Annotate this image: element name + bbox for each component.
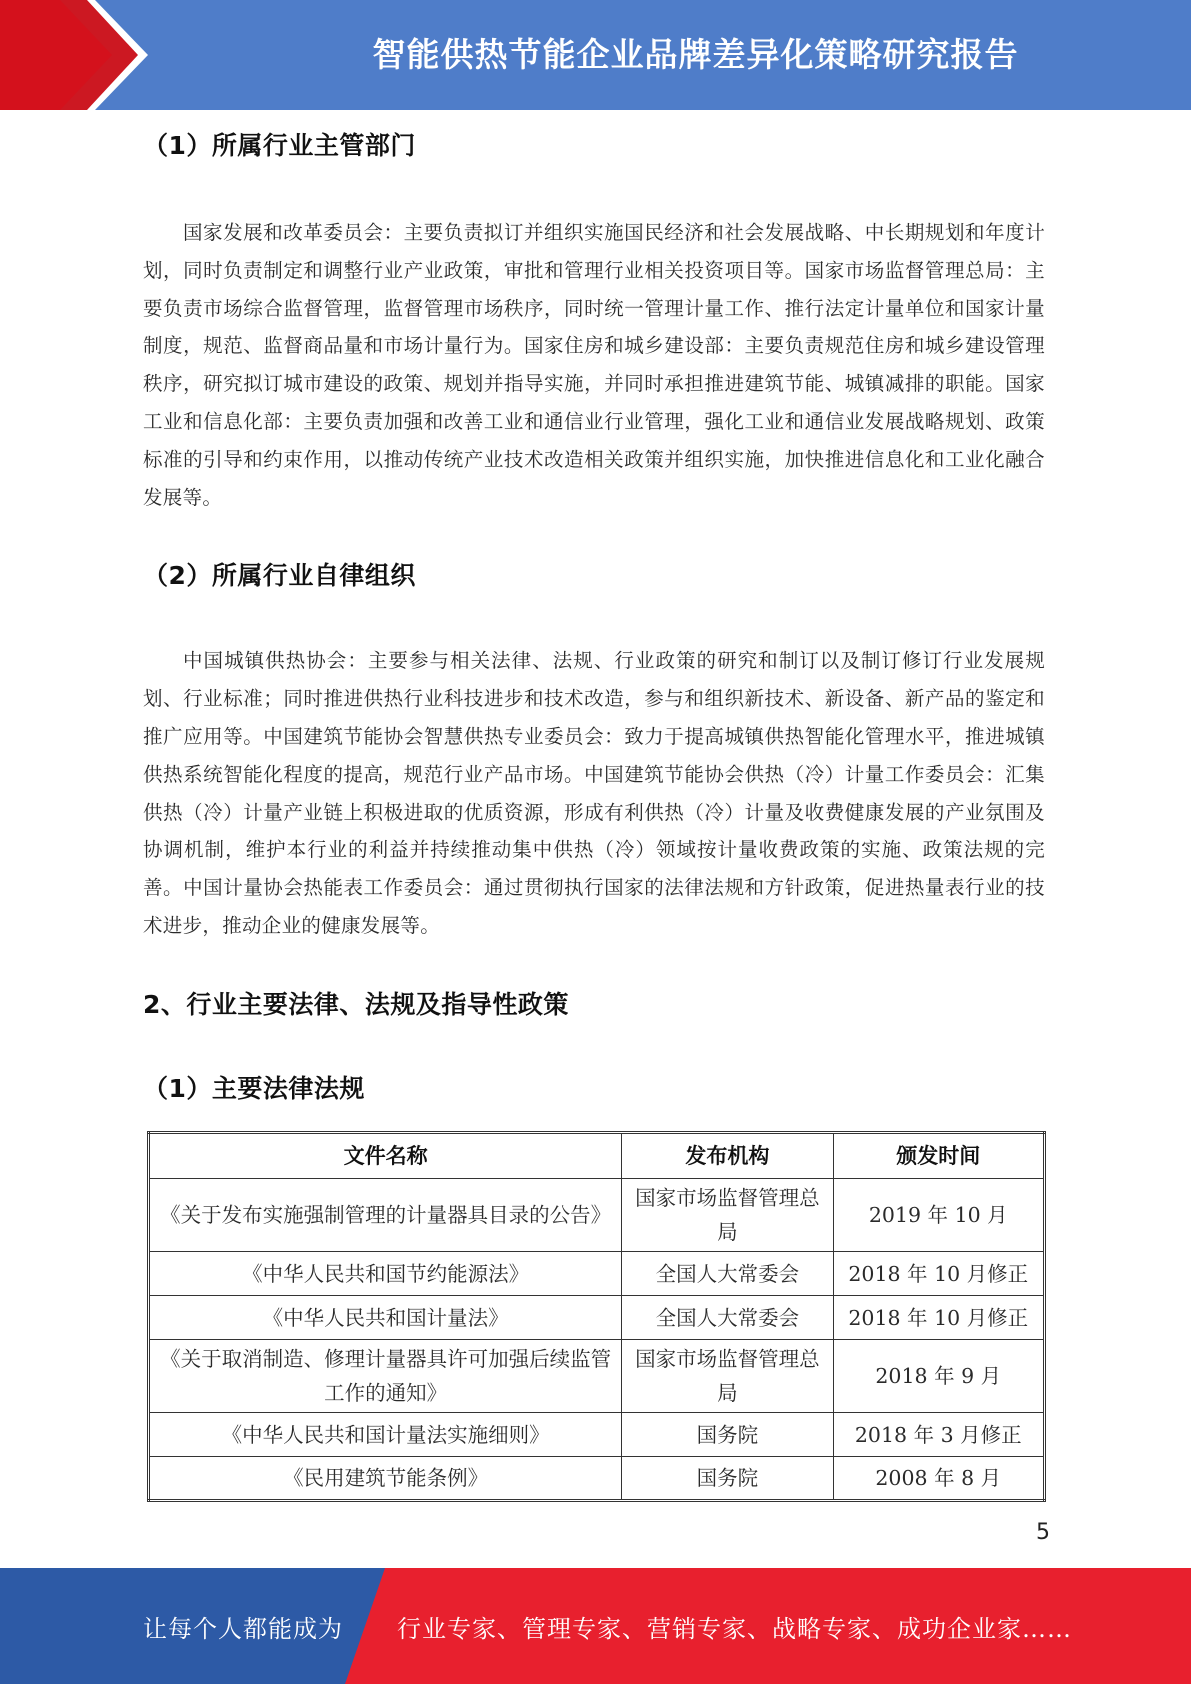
table-row <box>149 1413 1045 1457</box>
section-heading: （1）主要法律法规 <box>143 1073 365 1103</box>
table-cell: 《中华人民共和国节约能源法》 <box>149 1252 622 1296</box>
section-heading: （1）所属行业主管部门 <box>143 131 416 160</box>
section-heading: （2）所属行业自律组织 <box>143 561 416 591</box>
page-footer <box>0 1568 1191 1684</box>
table-row <box>149 1457 1045 1501</box>
table-cell: 《民用建筑节能条例》 <box>149 1457 622 1501</box>
table-cell: 国家市场监督管理总局 <box>622 1179 833 1252</box>
table-cell: 2019 年 10 月 <box>833 1179 1044 1252</box>
table-cell: 全国人大常委会 <box>622 1296 833 1340</box>
table-cell: 《中华人民共和国计量法实施细则》 <box>149 1413 622 1457</box>
document-title: 智能供热节能企业品牌差异化策略研究报告 <box>372 35 1019 74</box>
footer-slogan-left: 让每个人都能成为 <box>143 1614 343 1643</box>
body-paragraph: 国家发展和改革委员会：主要负责拟订并组织实施国民经济和社会发展战略、中长期规划和年度计划，同时负责制定和调整行业产业政策，审批和管理行业相关投资项目等。国家市场监督管理总局：主要负责市场综合监督管理，监督管理市场秩序，同时统一管理计量工作、推行法定计量单位和国家计量制度，规范、监督商品量和市场计量行为。国家住房和城乡建设部：主要负责规范住房和城乡建设管理秩序，研究拟订城市建设的政策、规划并指导实施，并同时承担推进建筑节能、城镇减排的职能。国家工业和信息化部：主要负责加强和改善工业和通信业行业管理，强化工业和通信业发展战略规划、政策标准的引导和约束作用，以推动传统产业技术改造相关政策并组织实施，加快推进信息化和工业化融合发展等。 <box>143 221 1045 509</box>
table-cell: 《关于发布实施强制管理的计量器具目录的公告》 <box>149 1179 622 1252</box>
table-row <box>149 1252 1045 1296</box>
page-header <box>0 0 1191 110</box>
table-cell: 2018 年 10 月修正 <box>833 1296 1044 1340</box>
section-heading: 2、行业主要法律、法规及指导性政策 <box>143 989 569 1019</box>
column-header: 文件名称 <box>149 1133 622 1179</box>
table-cell: 国务院 <box>622 1457 833 1501</box>
table-row <box>149 1179 1045 1252</box>
column-header: 发布机构 <box>622 1133 833 1179</box>
table-cell: 2018 年 9 月 <box>833 1340 1044 1413</box>
table-row <box>149 1340 1045 1413</box>
page-number: 5 <box>1036 1520 1050 1545</box>
laws-table <box>147 1131 1046 1502</box>
table-cell: 《中华人民共和国计量法》 <box>149 1296 622 1340</box>
main-content <box>143 126 1045 1105</box>
table-cell: 《关于取消制造、修理计量器具许可加强后续监管工作的通知》 <box>149 1340 622 1413</box>
body-paragraph: 中国城镇供热协会：主要参与相关法律、法规、行业政策的研究和制订以及制订修订行业发展规划、行业标准；同时推进供热行业科技进步和技术改造，参与和组织新技术、新设备、新产品的鉴定和推广应用等。中国建筑节能协会智慧供热专业委员会：致力于提高城镇供热智能化管理水平，推进城镇供热系统智能化程度的提高，规范行业产品市场。中国建筑节能协会供热（冷）计量工作委员会：汇集供热（冷）计量产业链上积极进取的优质资源，形成有利供热（冷）计量及收费健康发展的产业氛围及协调机制，维护本行业的利益并持续推动集中供热（冷）领域按计量收费政策的实施、政策法规的完善。中国计量协会热能表工作委员会：通过贯彻执行国家的法律法规和方针政策，促进热量表行业的技术进步，推动企业的健康发展等。 <box>143 649 1045 937</box>
table-row <box>149 1296 1045 1340</box>
table-cell: 全国人大常委会 <box>622 1252 833 1296</box>
table-cell: 2018 年 3 月修正 <box>833 1413 1044 1457</box>
footer-slogan-right: 行业专家、管理专家、营销专家、战略专家、成功企业家…… <box>397 1614 1072 1643</box>
column-header: 颁发时间 <box>833 1133 1044 1179</box>
table-cell: 2018 年 10 月修正 <box>833 1252 1044 1296</box>
table-header-row <box>149 1133 1045 1179</box>
table-cell: 2008 年 8 月 <box>833 1457 1044 1501</box>
table-cell: 国家市场监督管理总局 <box>622 1340 833 1413</box>
table-cell: 国务院 <box>622 1413 833 1457</box>
